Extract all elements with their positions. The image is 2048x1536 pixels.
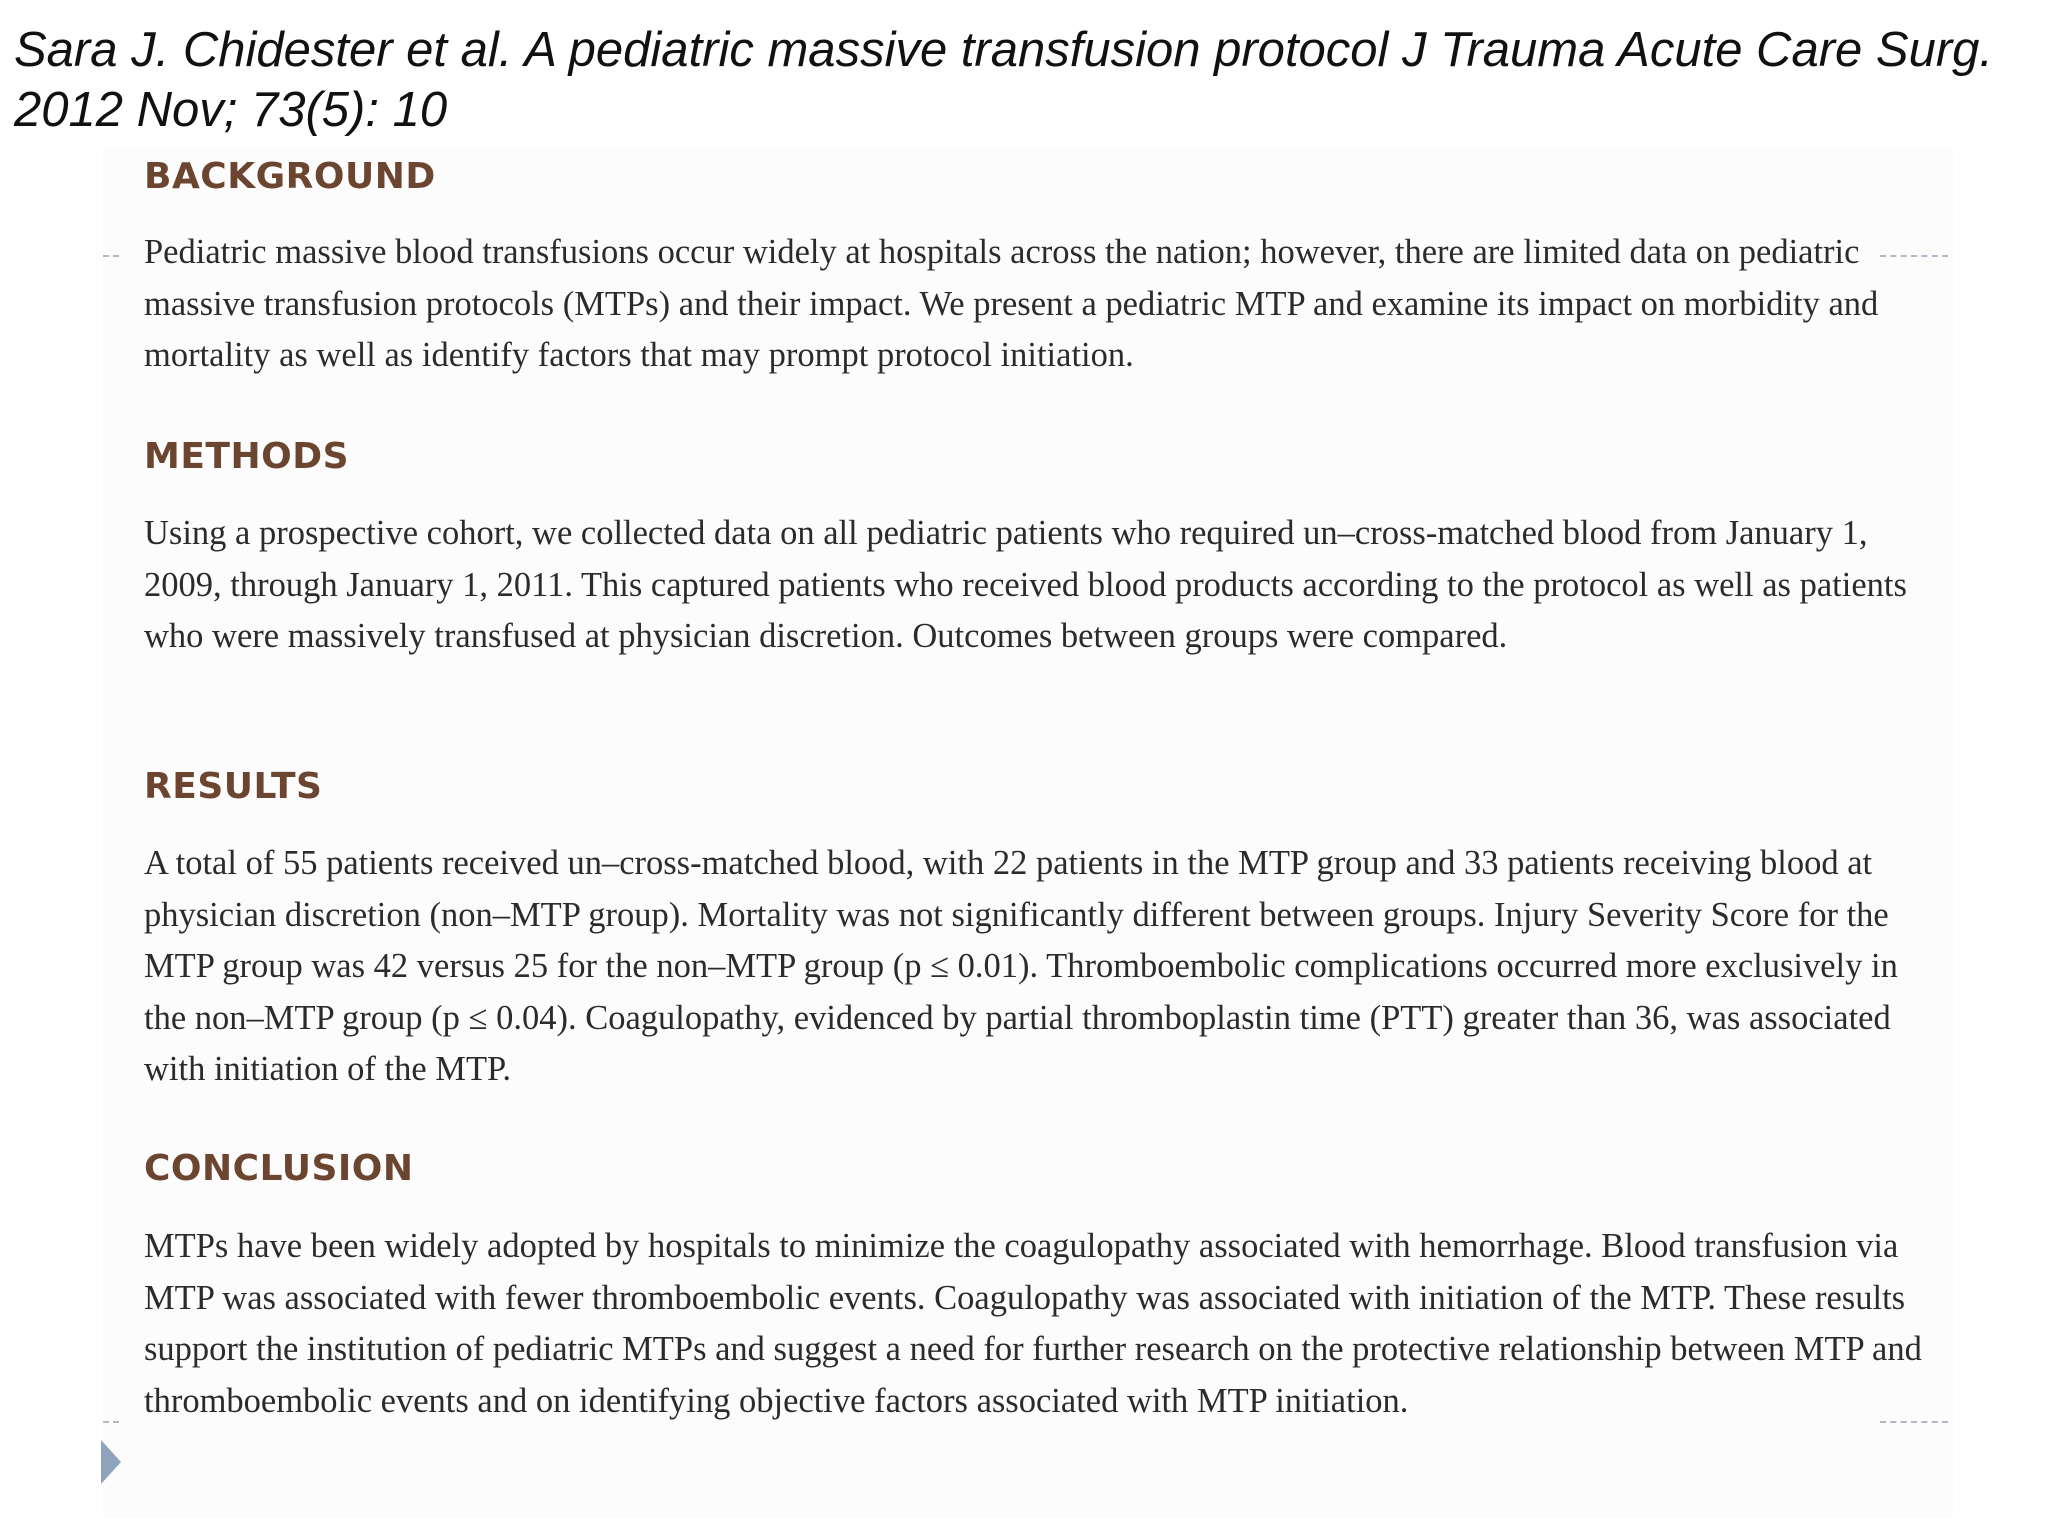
methods-text: Using a prospective cohort, we collected data on all pediatric patients who required un–cross-matched blood from January 1, 2009, through January 1, 2011. This captured patients who received blood products according to the protocol as well as patients who were massively transfused at physician discretion. Outcomes between groups were compared. xyxy=(144,514,1907,655)
background-text: Pediatric massive blood transfusions occur widely at hospitals across the nation; however, there are limited data on pediatric massive transfusion protocols (MTPs) and their impact. We present a pediatric MTP and examine its impact on morbidity and mortality as well as identify factors that may prompt protocol initiation. xyxy=(144,233,1879,374)
dashed-guide-left-top xyxy=(103,255,119,257)
results-text: A total of 55 patients received un–cross-matched blood, with 22 patients in the MTP group and 33 patients receiving blood at physician discretion (non–MTP group). Mortality was not significantly different between groups. Injury Severity Score for the MTP group was 42 versus 25 for the non–MTP group (p ≤ 0.01). Thromboembolic complications occurred more exclusively in the non–MTP group (p ≤ 0.04). Coagulopathy, evidenced by partial thromboplastin time (PTT) greater than 36, was associated with initiation of the MTP. xyxy=(144,844,1898,1088)
methods-heading: METHODS xyxy=(144,436,350,477)
abstract-panel xyxy=(103,148,1953,1518)
dashed-guide-right-top xyxy=(1880,255,1948,257)
results-heading: RESULTS xyxy=(144,766,323,807)
dashed-guide-right-bottom xyxy=(1880,1421,1948,1423)
conclusion-text: MTPs have been widely adopted by hospitals to minimize the coagulopathy associated with hemorrhage. Blood transfusion via MTP was associated with fewer thromboembolic events. Coagulopathy was associated with initiation of the MTP. These results support the institution of pediatric MTPs and suggest a need for further research on the protective relationship between MTP and thromboembolic events and on identifying objective factors associated with MTP initiation. xyxy=(144,1227,1922,1420)
citation-header: Sara J. Chidester et al. A pediatric massive transfusion protocol J Trauma Acute Care Surg. 2012 Nov; 73(5): 10 xyxy=(14,23,1993,137)
background-heading: BACKGROUND xyxy=(144,156,436,197)
dashed-guide-left-bottom xyxy=(103,1421,119,1423)
conclusion-heading: CONCLUSION xyxy=(144,1148,414,1189)
triangle-right-icon[interactable] xyxy=(101,1440,121,1484)
